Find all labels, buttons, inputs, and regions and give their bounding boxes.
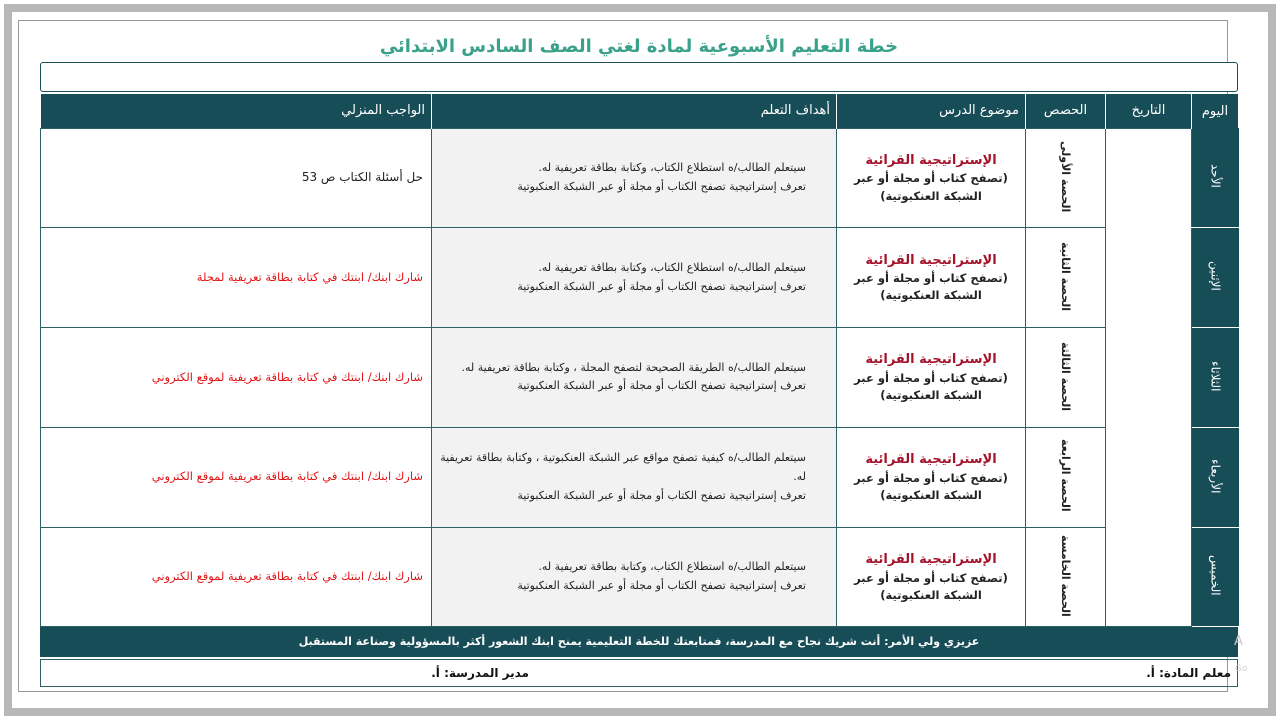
period-label: الحصة الأولى — [1059, 140, 1072, 213]
goals-cell — [432, 128, 837, 228]
goals-cell — [432, 427, 837, 527]
homework-cell — [41, 128, 432, 228]
day-label: الإثنين — [1208, 261, 1223, 292]
topic-title: الإستراتيجية القرائية — [865, 252, 997, 268]
goals-cell — [432, 228, 837, 328]
principal-signature-label: مدير المدرسة: أ. — [431, 666, 529, 680]
topic-cell — [837, 427, 1026, 527]
topic-desc: (تصفح كتاب أو مجلة أو عبر الشبكة العنكبوتية) — [854, 171, 1008, 203]
teacher-signature-label: معلم المادة: أ. — [1146, 666, 1231, 680]
table-row — [41, 228, 1239, 328]
goals-text: سيتعلم الطالب/ه استطلاع الكتاب، وكتابة بطاقة تعريفية له. — [538, 261, 806, 274]
period-label: الحصة الثانية — [1059, 241, 1072, 311]
topic-cell — [837, 228, 1026, 328]
topic-title: الإستراتيجية القرائية — [865, 152, 997, 168]
period-cell — [1026, 527, 1106, 627]
day-label: الثلاثاء — [1208, 360, 1223, 392]
period-cell — [1026, 128, 1106, 228]
goals-text: سيتعلم الطالب/ه الطريقة الصحيحة لتصفح المجلة ، وكتابة بطاقة تعريفية له. — [461, 360, 806, 374]
homework-text: شارك ابنك/ ابنتك في كتابة بطاقة تعريفية لموقع الكتروني — [151, 369, 423, 384]
goals-text: تعرف إستراتيجية تصفح الكتاب أو مجلة أو عبر الشبكة العنكبوتية — [517, 279, 806, 293]
period-cell — [1026, 328, 1106, 428]
parent-note-banner: عزيزي ولي الأمر: أنت شريك نجاح مع المدرسة، فمتابعتك للخطة التعليمية يمنح ابنك الشعور أكثر بالمسؤولية وصناعة المستقبل — [40, 627, 1238, 657]
table-row — [41, 128, 1239, 228]
goals-cell — [432, 328, 837, 428]
day-cell — [1192, 328, 1239, 428]
day-cell — [1192, 128, 1239, 228]
day-cell — [1192, 527, 1239, 627]
period-cell — [1026, 228, 1106, 328]
topic-cell — [837, 527, 1026, 627]
header-goals: أهداف التعلم — [432, 94, 837, 128]
day-label: الخميس — [1208, 555, 1223, 596]
goals-text: تعرف إستراتيجية تصفح الكتاب أو مجلة أو عبر الشبكة العنكبوتية — [517, 179, 806, 193]
topic-title: الإستراتيجية القرائية — [865, 352, 997, 368]
day-label: الأحد — [1208, 164, 1223, 189]
day-label: الأربعاء — [1208, 458, 1223, 493]
header-homework: الواجب المنزلي — [41, 94, 432, 128]
topic-cell — [837, 128, 1026, 228]
goals-cell — [432, 527, 837, 627]
date-cell — [1106, 128, 1192, 627]
topic-desc: (تصفح كتاب أو مجلة أو عبر الشبكة العنكبوتية) — [854, 370, 1008, 403]
page-title: خطة التعليم الأسبوعية لمادة لغتي الصف السادس الابتدائي — [379, 36, 899, 57]
period-label: الحصة الثالثة — [1059, 341, 1072, 411]
weekly-plan-table — [40, 94, 1239, 627]
period-label: الحصة الخامسة — [1059, 534, 1072, 617]
header-topic: موضوع الدرس — [837, 94, 1026, 128]
topic-desc: (تصفح كتاب أو مجلة أو عبر الشبكة العنكبوتية) — [854, 470, 1008, 503]
homework-cell — [41, 527, 432, 627]
day-cell — [1192, 427, 1239, 527]
day-cell — [1192, 228, 1239, 328]
homework-cell — [41, 228, 432, 328]
homework-cell — [41, 328, 432, 428]
topic-title: الإستراتيجية القرائية — [865, 452, 997, 468]
homework-text: شارك ابنك/ ابنتك في كتابة بطاقة تعريفية لموقع الكتروني — [151, 569, 423, 584]
homework-cell — [41, 427, 432, 527]
goals-text: تعرف إستراتيجية تصفح الكتاب أو مجلة أو عبر الشبكة العنكبوتية — [517, 579, 806, 593]
goals-text: تعرف إستراتيجية تصفح الكتاب أو مجلة أو عبر الشبكة العنكبوتية — [517, 379, 806, 393]
period-cell — [1026, 427, 1106, 527]
topic-cell — [837, 328, 1026, 428]
watermark-text: Go — [1235, 664, 1248, 674]
homework-text: شارك ابنك/ ابنتك في كتابة بطاقة تعريفية لموقع الكتروني — [151, 469, 423, 484]
watermark-letter: A — [1234, 634, 1243, 649]
header-periods: الحصص — [1026, 94, 1106, 128]
header-day: اليوم — [1192, 94, 1239, 128]
homework-text: حل أسئلة الكتاب ص 53 — [301, 170, 423, 185]
header-date: التاريخ — [1106, 94, 1192, 128]
goals-text: سيتعلم الطالب/ه استطلاع الكتاب، وكتابة بطاقة تعريفية له. — [538, 161, 806, 175]
table-row — [41, 427, 1239, 527]
period-label: الحصة الرابعة — [1059, 439, 1072, 513]
goals-text: تعرف إستراتيجية تصفح الكتاب أو مجلة أو عبر الشبكة العنكبوتية — [517, 488, 806, 502]
table-row — [41, 328, 1239, 428]
topic-title: الإستراتيجية القرائية — [865, 552, 997, 568]
topic-desc: (تصفح كتاب أو مجلة أو عبر الشبكة العنكبوتية) — [854, 570, 1008, 602]
goals-text: سيتعلم الطالب/ه استطلاع الكتاب، وكتابة بطاقة تعريفية له. — [538, 560, 806, 574]
table-header-row — [41, 94, 1239, 128]
topic-desc: (تصفح كتاب أو مجلة أو عبر الشبكة العنكبوتية) — [854, 271, 1008, 303]
table-row — [41, 527, 1239, 627]
info-bar — [40, 62, 1238, 92]
signature-row — [40, 659, 1238, 687]
goals-text: سيتعلم الطالب/ه كيفية تصفح مواقع عبر الشبكة العنكبوتية ، وكتابة بطاقة تعريفية له. — [440, 451, 806, 483]
homework-text: شارك ابنك/ ابنتك في كتابة بطاقة تعريفية لمجلة — [196, 269, 423, 284]
